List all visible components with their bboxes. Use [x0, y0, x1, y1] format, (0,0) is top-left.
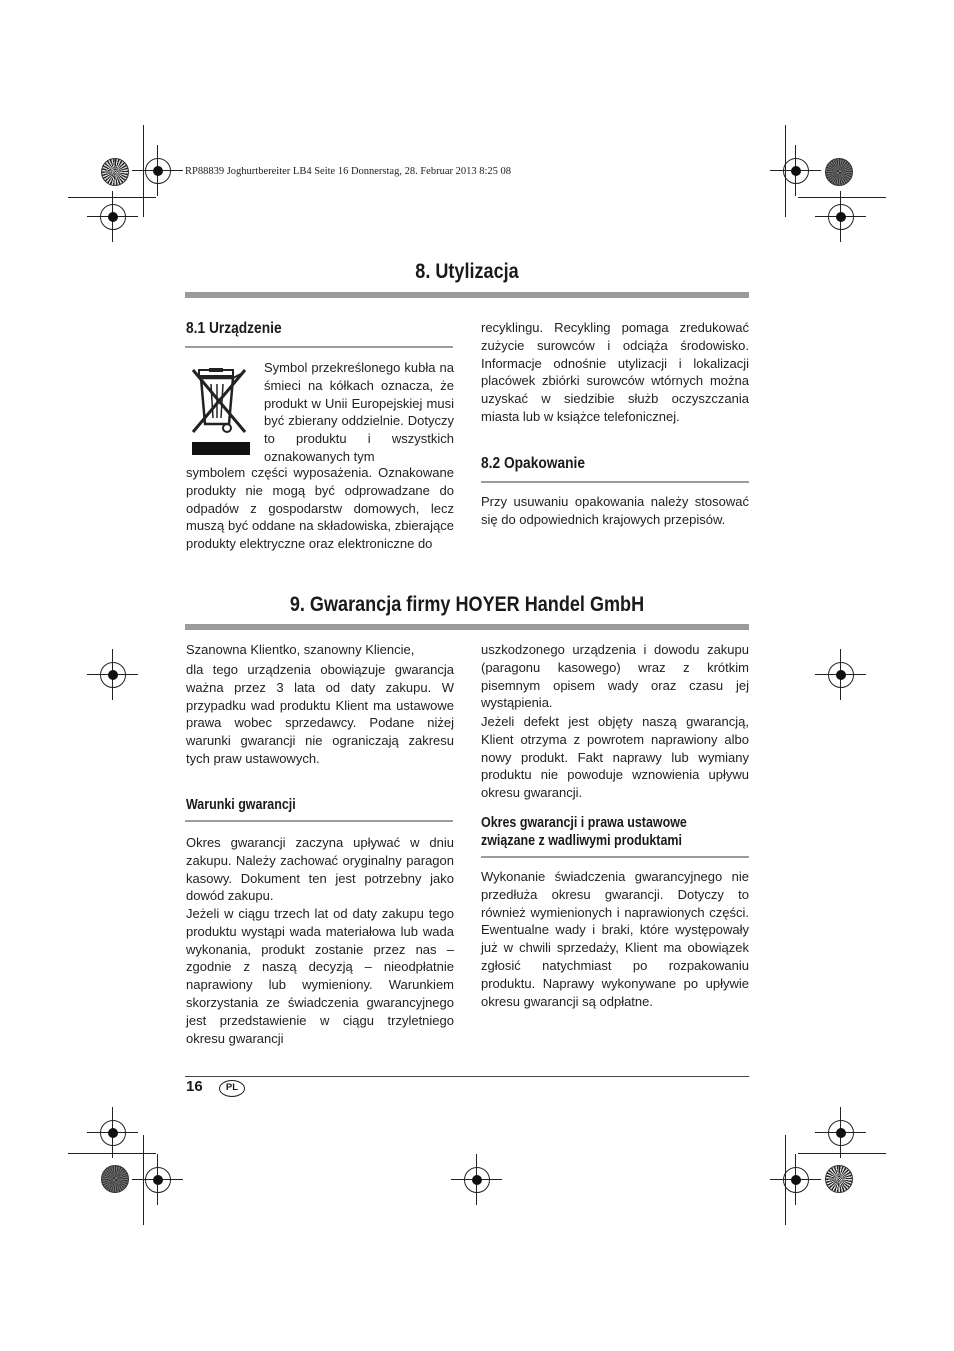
registration-dot-icon — [836, 670, 846, 680]
registration-dot-icon — [472, 1175, 482, 1185]
page-number: 16 — [186, 1078, 203, 1095]
color-rosette-icon — [825, 158, 853, 186]
warranty-conditions-p1: Okres gwarancji zaczyna upływać w dniu zakupu. Należy zachować oryginalny paragon kasowy. Dokument ten jest potrzebny jako dowód zakupu. — [186, 835, 454, 904]
section-divider — [185, 292, 749, 298]
subsection-8-1-title: 8.1 Urządzenie — [186, 320, 282, 337]
registration-dot-icon — [836, 1128, 846, 1138]
section-9-title: 9. Gwarancja firmy HOYER Handel GmbH — [289, 593, 645, 616]
warranty-right-p2: Jeżeli defekt jest objęty naszą gwarancją, Klient otrzyma z powrotem naprawiony albo nowy produkt. Fakt naprawy lub wymiany produktu nie powoduje wznowienia upływu okresu gwarancji. — [481, 714, 749, 801]
subsection-rule — [481, 481, 749, 483]
language-badge: PL — [219, 1080, 245, 1097]
crop-mark — [143, 125, 144, 217]
registration-dot-icon — [791, 166, 801, 176]
registration-dot-icon — [153, 1175, 163, 1185]
weee-crossed-bin-icon — [189, 366, 253, 456]
weee-description-part2: symbolem części wyposażenia. Oznakowane produkty nie mogą być odprowadzane do odpadów z gospodarstw domowych, lecz muszą być oddane na składowiska, zbierające produkty elektryczne oraz elektroniczne do — [186, 465, 454, 552]
crop-mark — [798, 1153, 886, 1154]
warranty-period-title-line1: Okres gwarancji i prawa ustawowe — [481, 815, 687, 831]
subsection-rule — [185, 346, 453, 348]
crop-mark — [798, 197, 886, 198]
greeting: Szanowna Klientko, szanowny Kliencie, — [186, 642, 415, 657]
warranty-period-title-line2: związane z wadliwymi produktami — [481, 833, 682, 849]
subsection-rule — [481, 856, 749, 858]
registration-dot-icon — [108, 1128, 118, 1138]
warranty-right-p1: uszkodzonego urządzenia i dowodu zakupu (paragonu kasowego) wraz z krótkim pisemnym opisem wady oraz czasu jej wystąpienia. — [481, 642, 749, 711]
warranty-conditions-title: Warunki gwarancji — [186, 797, 296, 813]
subsection-8-2-title: 8.2 Opakowanie — [481, 455, 586, 472]
registration-dot-icon — [108, 212, 118, 222]
color-rosette-icon — [101, 158, 129, 186]
color-rosette-icon — [101, 1165, 129, 1193]
footer-rule — [185, 1076, 749, 1077]
warranty-period-text: Wykonanie świadczenia gwarancyjnego nie przedłuża okresu gwarancji. Dotyczy to również wymienionych i naprawionych części. Ewentualne wady i braki, które występowały już w chwili sprzedaży, Klient ma obowiązek zgłosić natychmiast po rozpakowaniu produktu. Naprawy wykonywane po upływie okresu gwarancji są odpłatne. — [481, 869, 749, 1009]
file-info-slug: RP88839 Joghurtbereiter LB4 Seite 16 Donnerstag, 28. Februar 2013 8:25 08 — [185, 166, 512, 177]
section-8-title: 8. Utylizacja — [415, 260, 519, 283]
warranty-intro: dla tego urządzenia obowiązuje gwarancja ważna przez 3 lata od daty zakupu. W przypadku wad produktu Klient ma ustawowe prawa wobec sprzedawcy. Podane niżej warunki gwarancji nie ograniczają zakresu tych praw ustawowych. — [186, 662, 454, 766]
registration-dot-icon — [108, 670, 118, 680]
weee-description-part1: Symbol przekreślonego kubła na śmieci na kółkach oznacza, że produkt w Unii Europejskiej musi być zbierany oddzielnie. Dotyczy to produktu i wszystkich oznakowanych tym — [264, 360, 454, 464]
recycling-info-text: recyklingu. Recykling pomaga zredukować zużycie surowców i odciąża środowisko. Informacje odnośnie utylizacji i lokalizacji placówek zbiórki surowców wtórnych można uzyskać w siedzibie służb oczyszczania miasta lub w książce telefonicznej. — [481, 320, 749, 424]
subsection-rule — [185, 820, 453, 822]
warranty-conditions-p2: Jeżeli w ciągu trzech lat od daty zakupu tego produktu wystąpi wada materiałowa lub wada wykonania, produkt zostanie przez nas – zgodnie z naszą decyzją – nieodpłatnie naprawiony lub wymieniony. Warunkiem skorzystania ze świadczenia gwarancyjnego jest przedstawienie w ciągu trzyletniego okresu gwarancji — [186, 906, 454, 1046]
crop-mark — [143, 1135, 144, 1225]
registration-dot-icon — [791, 1175, 801, 1185]
registration-dot-icon — [153, 166, 163, 176]
color-rosette-icon — [825, 1165, 853, 1193]
packaging-text: Przy usuwaniu opakowania należy stosować się do odpowiednich krajowych przepisów. — [481, 494, 749, 527]
registration-dot-icon — [836, 212, 846, 222]
section-divider — [185, 624, 749, 630]
